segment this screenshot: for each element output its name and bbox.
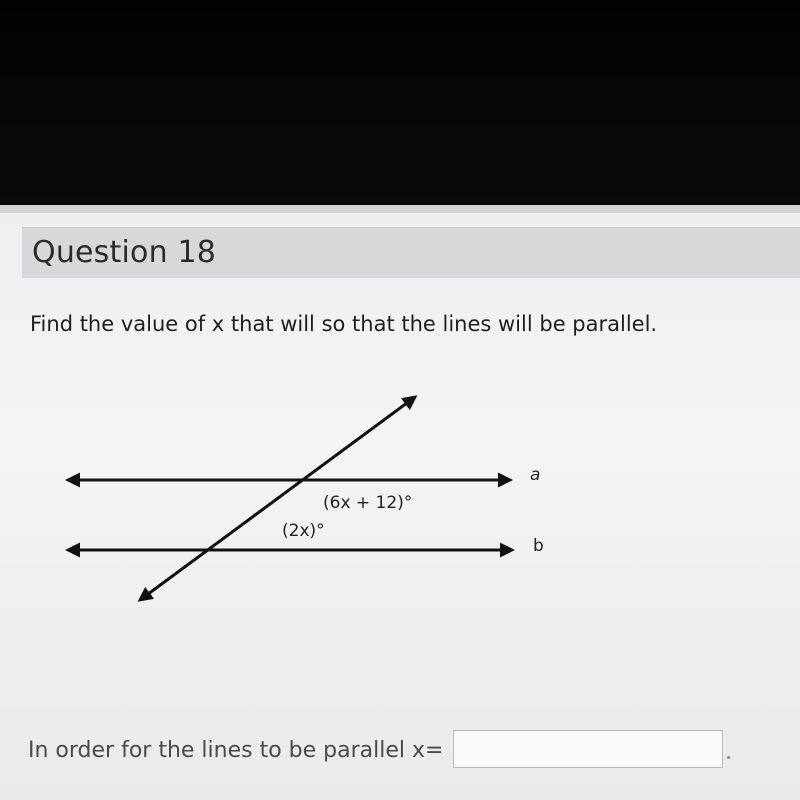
line-b-label: b [533,536,544,556]
question-title: Question 18 [32,235,217,270]
answer-trailing-dot [727,756,730,759]
angle-top-label: (6x + 12)° [323,493,413,513]
answer-row [28,730,788,770]
question-header [22,227,800,278]
answer-input[interactable] [453,730,723,768]
parallel-lines-diagram [0,375,800,625]
answer-label: In order for the lines to be parallel x= [28,738,444,763]
quiz-screen [0,205,800,800]
monitor-bezel [0,0,800,205]
question-prompt: Find the value of x that will so that the lines will be parallel. [30,312,658,336]
screen-top-edge [0,205,800,213]
angle-bottom-label: (2x)° [282,521,325,541]
line-a-label: a [530,465,541,485]
